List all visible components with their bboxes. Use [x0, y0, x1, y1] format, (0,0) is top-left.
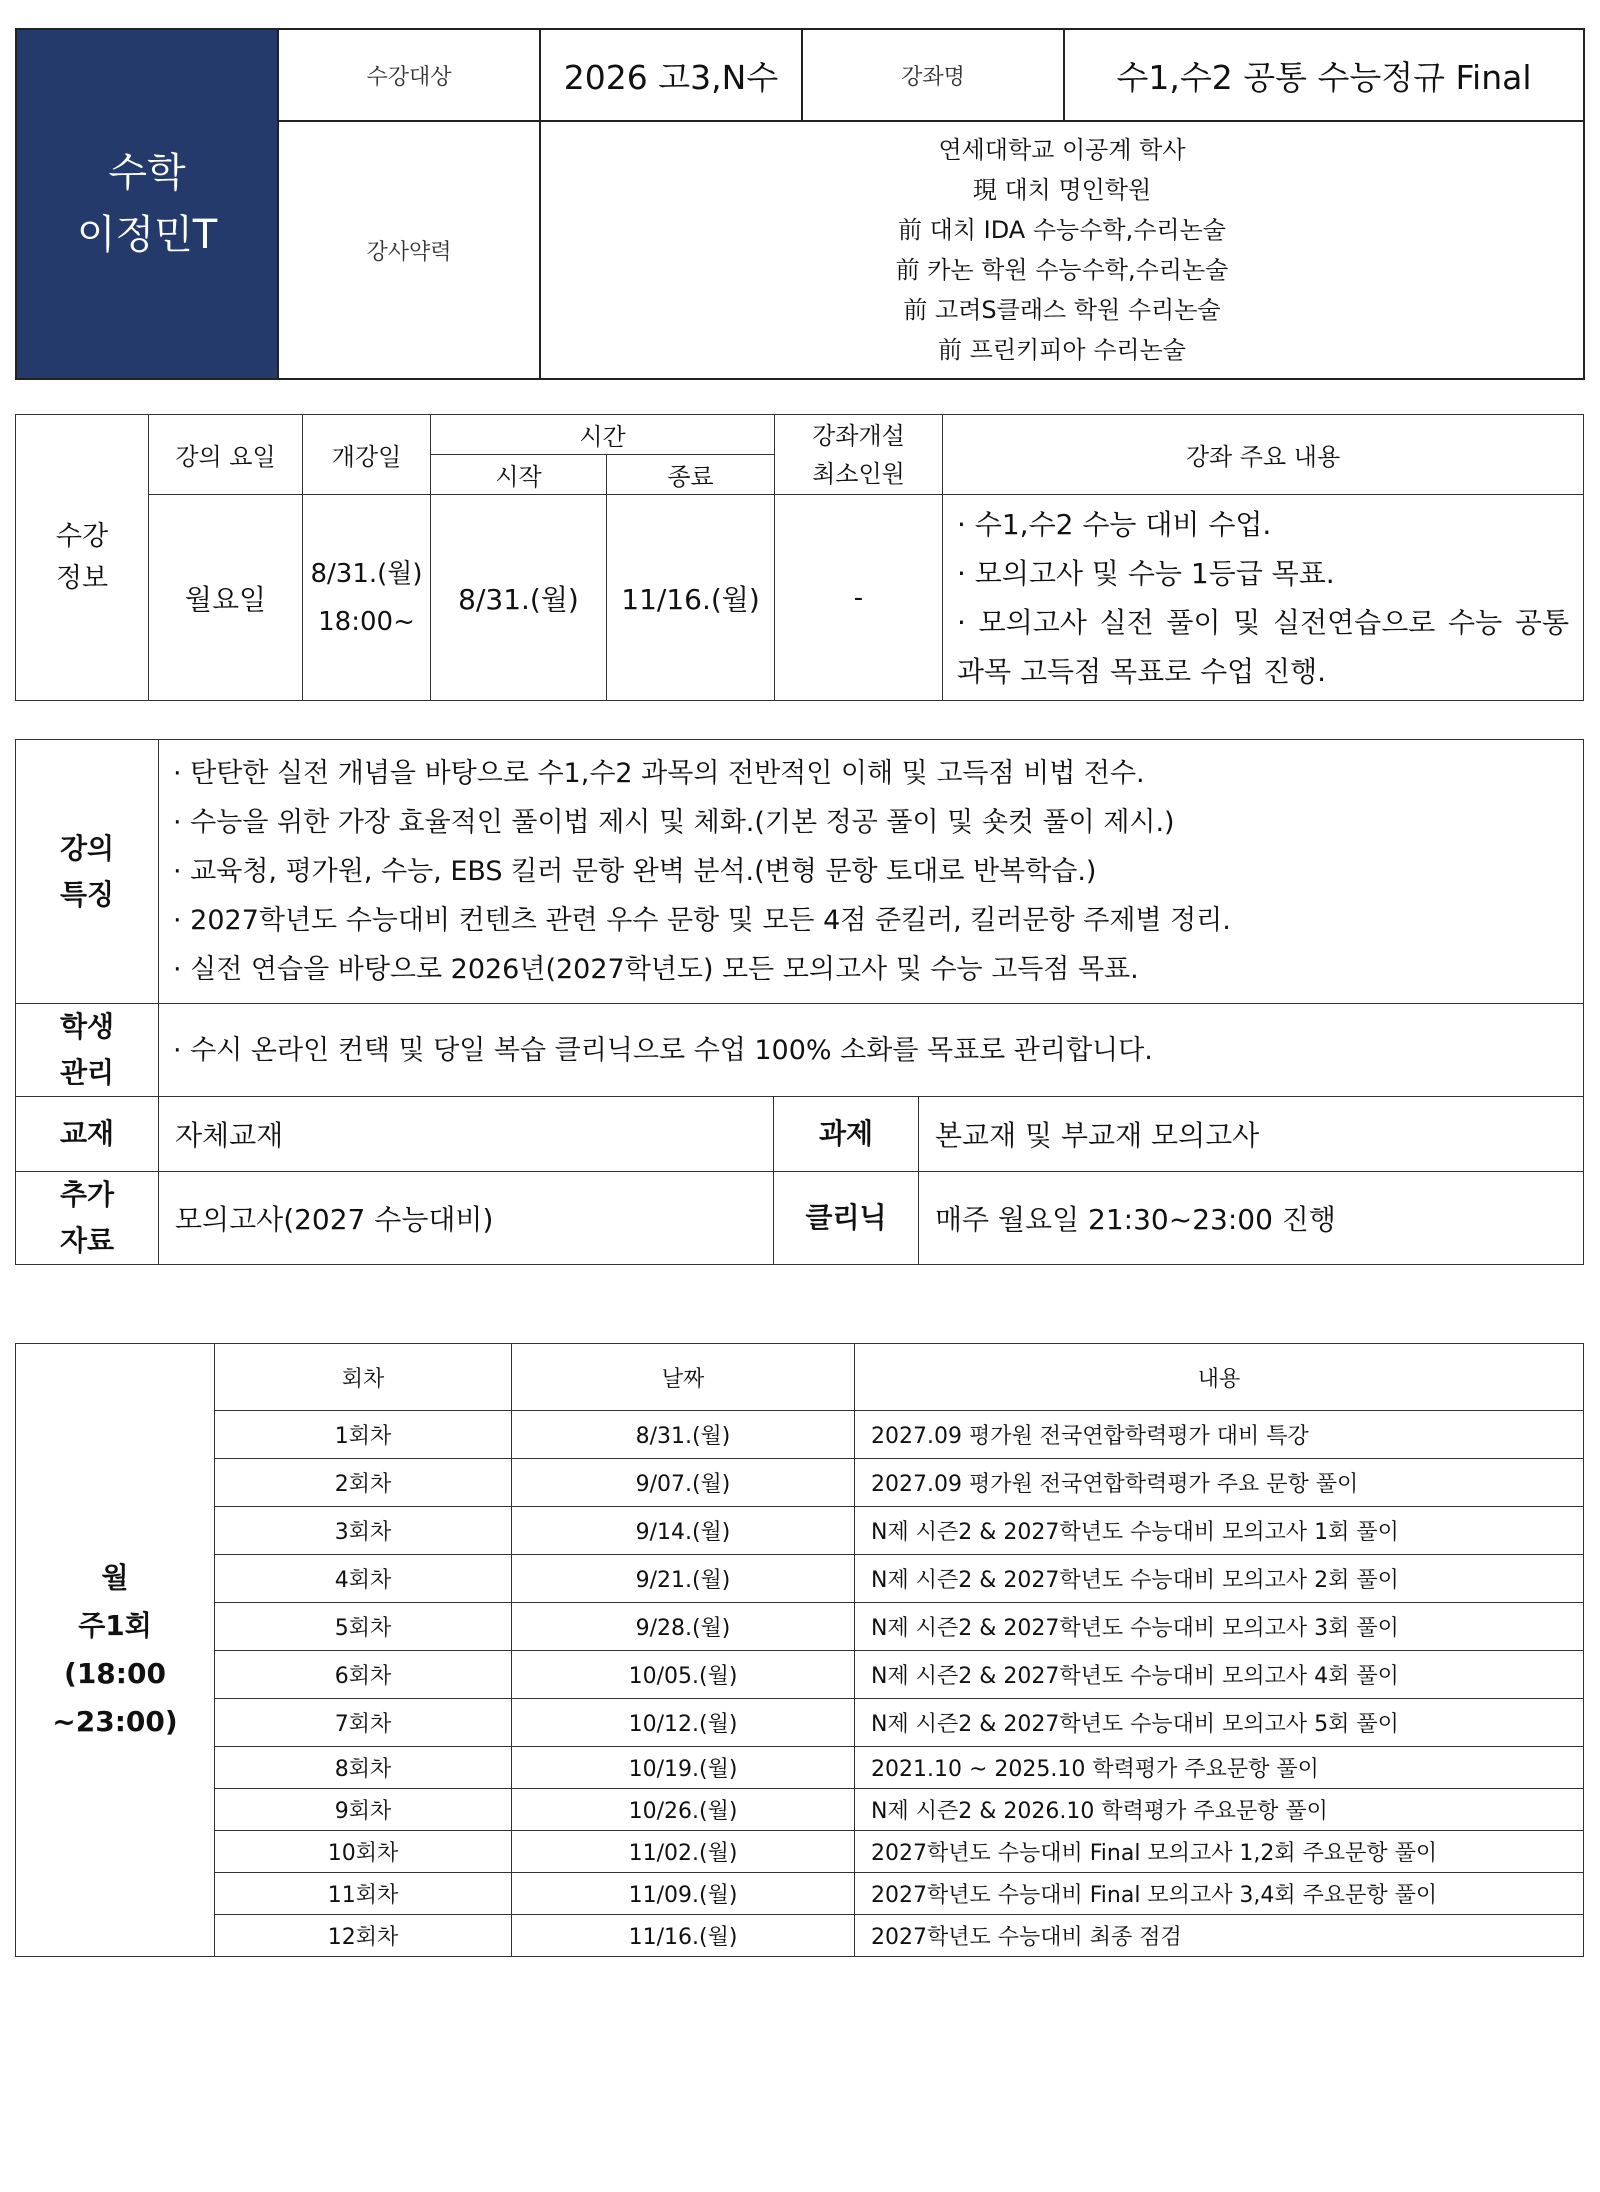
career-item: 前 대치 IDA 수능수학,수리논술 — [898, 216, 1226, 244]
table-row — [16, 1555, 1584, 1603]
table-row — [16, 1789, 1584, 1831]
date-cell: 11/16.(월) — [512, 1915, 855, 1957]
career-item: 前 프린키피아 수리논술 — [938, 336, 1186, 364]
content-cell: 2027학년도 수능대비 최종 점검 — [855, 1915, 1584, 1957]
round-cell: 2회차 — [215, 1459, 512, 1507]
homework-value: 본교재 및 부교재 모의고사 — [919, 1097, 1584, 1172]
features-table — [15, 739, 1584, 1265]
target-value: 2026 고3,N수 — [540, 29, 802, 121]
date-cell: 11/09.(월) — [512, 1873, 855, 1915]
schedule-heading — [16, 1344, 215, 1957]
open-date — [303, 495, 431, 701]
clinic-label: 클리닉 — [774, 1172, 919, 1265]
start-date: 8/31.(월) — [431, 495, 607, 701]
course-info-heading — [16, 415, 149, 701]
open-time-line: 18:00~ — [318, 606, 415, 637]
date-cell: 10/12.(월) — [512, 1699, 855, 1747]
homework-label: 과제 — [774, 1097, 919, 1172]
content-cell: N제 시즌2 & 2027학년도 수능대비 모의고사 1회 풀이 — [855, 1507, 1584, 1555]
career-item: 연세대학교 이공계 학사 — [938, 136, 1186, 164]
feature-item: · 교육청, 평가원, 수능, EBS 킬러 문항 완벽 분석.(변형 문항 토대로 반복학습.) — [173, 856, 1097, 887]
brand-instructor: 이정민T — [76, 212, 218, 258]
features-heading-line: 강의 — [59, 831, 115, 865]
feature-item: · 탄탄한 실전 개념을 바탕으로 수1,수2 과목의 전반적인 이해 및 고득점 비법 전수. — [173, 758, 1145, 789]
col-min-people — [775, 415, 943, 495]
student-mgmt-heading-line: 학생 — [59, 1010, 115, 1043]
schedule-heading-line: 주1회 — [78, 1609, 152, 1642]
round-cell: 11회차 — [215, 1873, 512, 1915]
career-label: 강사약력 — [278, 121, 540, 379]
course-info-heading-line: 정보 — [55, 562, 109, 594]
features-list — [159, 740, 1584, 1004]
date-cell: 10/05.(월) — [512, 1651, 855, 1699]
extra-material-label-line: 자료 — [59, 1224, 115, 1257]
col-date: 날짜 — [512, 1344, 855, 1411]
table-row — [16, 1873, 1584, 1915]
course-info-table — [15, 414, 1584, 701]
col-min-people-line: 최소인원 — [812, 459, 905, 488]
lecture-day: 월요일 — [149, 495, 303, 701]
date-cell: 9/28.(월) — [512, 1603, 855, 1651]
extra-material-value: 모의고사(2027 수능대비) — [159, 1172, 774, 1265]
date-cell: 9/07.(월) — [512, 1459, 855, 1507]
instructor-brand — [16, 29, 278, 379]
col-content: 강좌 주요 내용 — [943, 415, 1584, 495]
student-mgmt-heading — [16, 1004, 159, 1097]
round-cell: 9회차 — [215, 1789, 512, 1831]
brand-subject: 수학 — [108, 150, 186, 196]
table-row — [16, 1699, 1584, 1747]
content-cell: 2027학년도 수능대비 Final 모의고사 3,4회 주요문항 풀이 — [855, 1873, 1584, 1915]
content-cell: N제 시즌2 & 2027학년도 수능대비 모의고사 2회 풀이 — [855, 1555, 1584, 1603]
course-name-label: 강좌명 — [802, 29, 1064, 121]
course-info-heading-line: 수강 — [55, 520, 109, 552]
min-people: - — [775, 495, 943, 701]
col-day: 강의 요일 — [149, 415, 303, 495]
round-cell: 7회차 — [215, 1699, 512, 1747]
target-label: 수강대상 — [278, 29, 540, 121]
feature-item: · 2027학년도 수능대비 컨텐츠 관련 우수 문항 및 모든 4점 준킬러, 킬러문항 주제별 정리. — [173, 905, 1231, 936]
feature-item: · 수능을 위한 가장 효율적인 풀이법 제시 및 체화.(기본 정공 풀이 및 숏컷 풀이 제시.) — [173, 807, 1175, 838]
table-row — [16, 1915, 1584, 1957]
main-content: · 수1,수2 수능 대비 수업. · 모의고사 및 수능 1등급 목표. · 모의고사 실전 풀이 및 실전연습으로 수능 공통과목 고득점 목표로 수업 진행. — [943, 495, 1584, 701]
textbook-label: 교재 — [16, 1097, 159, 1172]
col-time: 시간 — [431, 415, 775, 455]
schedule-heading-line: 월 — [101, 1561, 129, 1594]
date-cell: 10/26.(월) — [512, 1789, 855, 1831]
features-heading — [16, 740, 159, 1004]
career-item: 前 카논 학원 수능수학,수리논술 — [895, 256, 1229, 284]
date-cell: 10/19.(월) — [512, 1747, 855, 1789]
table-row — [16, 1651, 1584, 1699]
content-cell: 2027.09 평가원 전국연합학력평가 주요 문항 풀이 — [855, 1459, 1584, 1507]
date-cell: 11/02.(월) — [512, 1831, 855, 1873]
course-name-value: 수1,수2 공통 수능정규 Final — [1064, 29, 1584, 121]
col-round: 회차 — [215, 1344, 512, 1411]
features-heading-line: 특징 — [59, 877, 115, 911]
career-list — [540, 121, 1584, 379]
table-row — [16, 1411, 1584, 1459]
extra-material-label — [16, 1172, 159, 1265]
schedule-heading-line: (18:00 — [64, 1657, 166, 1690]
student-mgmt-text: · 수시 온라인 컨택 및 당일 복습 클리닉으로 수업 100% 소화를 목표로 관리합니다. — [159, 1004, 1584, 1097]
student-mgmt-heading-line: 관리 — [59, 1056, 115, 1089]
content-cell: N제 시즌2 & 2027학년도 수능대비 모의고사 4회 풀이 — [855, 1651, 1584, 1699]
table-row — [16, 1459, 1584, 1507]
schedule-table — [15, 1343, 1584, 1957]
open-date-line: 8/31.(월) — [310, 558, 423, 589]
date-cell: 9/14.(월) — [512, 1507, 855, 1555]
date-cell: 9/21.(월) — [512, 1555, 855, 1603]
end-date: 11/16.(월) — [607, 495, 775, 701]
content-cell: N제 시즌2 & 2026.10 학력평가 주요문항 풀이 — [855, 1789, 1584, 1831]
round-cell: 10회차 — [215, 1831, 512, 1873]
col-end: 종료 — [607, 455, 775, 495]
content-cell: 2027.09 평가원 전국연합학력평가 대비 특강 — [855, 1411, 1584, 1459]
col-schedule-content: 내용 — [855, 1344, 1584, 1411]
round-cell: 5회차 — [215, 1603, 512, 1651]
round-cell: 4회차 — [215, 1555, 512, 1603]
round-cell: 6회차 — [215, 1651, 512, 1699]
extra-material-label-line: 추가 — [59, 1178, 115, 1211]
table-row — [16, 1831, 1584, 1873]
table-row — [16, 1507, 1584, 1555]
date-cell: 8/31.(월) — [512, 1411, 855, 1459]
content-cell: N제 시즌2 & 2027학년도 수능대비 모의고사 3회 풀이 — [855, 1603, 1584, 1651]
table-row — [16, 1747, 1584, 1789]
clinic-value: 매주 월요일 21:30~23:00 진행 — [919, 1172, 1584, 1265]
career-item: 前 고려S클래스 학원 수리논술 — [903, 296, 1221, 324]
round-cell: 8회차 — [215, 1747, 512, 1789]
career-item: 現 대치 명인학원 — [972, 176, 1152, 204]
col-min-people-line: 강좌개설 — [812, 421, 905, 450]
round-cell: 12회차 — [215, 1915, 512, 1957]
header-table — [15, 28, 1585, 380]
content-cell: N제 시즌2 & 2027학년도 수능대비 모의고사 5회 풀이 — [855, 1699, 1584, 1747]
col-open: 개강일 — [303, 415, 431, 495]
col-start: 시작 — [431, 455, 607, 495]
content-cell: 2021.10 ~ 2025.10 학력평가 주요문항 풀이 — [855, 1747, 1584, 1789]
round-cell: 1회차 — [215, 1411, 512, 1459]
round-cell: 3회차 — [215, 1507, 512, 1555]
content-cell: 2027학년도 수능대비 Final 모의고사 1,2회 주요문항 풀이 — [855, 1831, 1584, 1873]
table-row — [16, 1603, 1584, 1651]
feature-item: · 실전 연습을 바탕으로 2026년(2027학년도) 모든 모의고사 및 수능 고득점 목표. — [173, 954, 1139, 985]
textbook-value: 자체교재 — [159, 1097, 774, 1172]
schedule-heading-line: ~23:00) — [52, 1705, 178, 1738]
